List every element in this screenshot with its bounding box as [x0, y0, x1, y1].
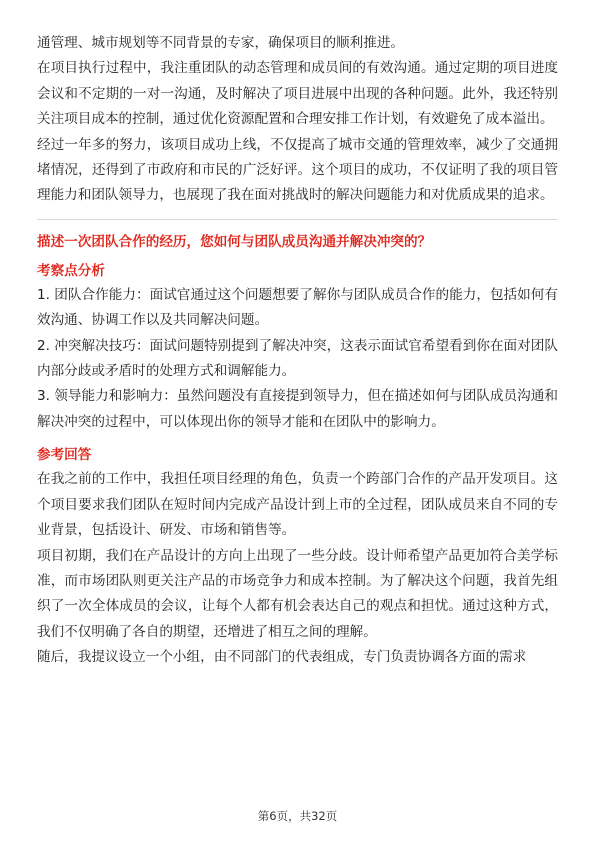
analysis-heading: 考察点分析 — [37, 262, 105, 279]
previous-answer-continuation — [37, 31, 558, 209]
answer-heading: 参考回答 — [37, 447, 92, 464]
page-footer: 第6页，共32页 — [257, 809, 338, 823]
interview-question: 描述一次团队合作的经历，您如何与团队成员沟通并解决冲突的？ — [37, 233, 432, 250]
answer-paragraph: 随后，我提议设立一个小组，由不同部门的代表组成，专门负责协调各方面的需求 — [37, 649, 527, 666]
analysis-item: 3. 领导能力和影响力：虽然问题没有直接提到领导力，但在描述如何与团队成员沟通和解决冲突的过程中，可以体现出你的领导才能和在团队中的影响力。 — [37, 388, 558, 430]
analysis-item: 2. 冲突解决技巧：面试问题特别提到了解决冲突，这表示面试官希望看到你在面对团队内部分歧或矛盾时的处理方式和调解能力。 — [37, 337, 558, 380]
section-divider — [37, 219, 558, 220]
paragraph: 通管理、城市规划等不同背景的专家，确保项目的顺利推进。 — [37, 35, 405, 51]
analysis-list — [37, 283, 558, 435]
analysis-item: 1. 团队合作能力：面试官通过这个问题想要了解你与团队成员合作的能力，包括如何有效沟通、协调工作以及共同解决问题。 — [37, 286, 558, 329]
answer-paragraph: 项目初期，我们在产品设计的方向上出现了一些分歧。设计师希望产品更加符合美学标准，而市场团队则更关注产品的市场竞争力和成本控制。为了解决这个问题，我首先组织了一次全体成员的会议，让每个人都有机会表达自己的观点和担忧。通过这种方式，我们不仅明确了各自的期望，还增进了相互之间的理解。 — [37, 547, 558, 640]
answer-body — [37, 467, 558, 670]
answer-paragraph: 在我之前的工作中，我担任项目经理的角色，负责一个跨部门合作的产品开发项目。这个项目要求我们团队在短时间内完成产品设计到上市的全过程，团队成员来自不同的专业背景，包括设计、研发、市场和销售等。 — [37, 471, 558, 539]
paragraph: 在项目执行过程中，我注重团队的动态管理和成员间的有效沟通。通过定期的项目进度会议和不定期的一对一沟通，及时解决了项目进展中出现的各种问题。此外，我还特别关注项目成本的控制，通过优化资源配置和合理安排工作计划，有效避免了成本溢出。 — [37, 60, 558, 128]
paragraph: 经过一年多的努力，该项目成功上线，不仅提高了城市交通的管理效率，减少了交通拥堵情况，还得到了市政府和市民的广泛好评。这个项目的成功，不仅证明了我的项目管理能力和团队领导力，也展现了我在面对挑战时的解决问题能力和对优质成果的追求。 — [37, 136, 558, 204]
